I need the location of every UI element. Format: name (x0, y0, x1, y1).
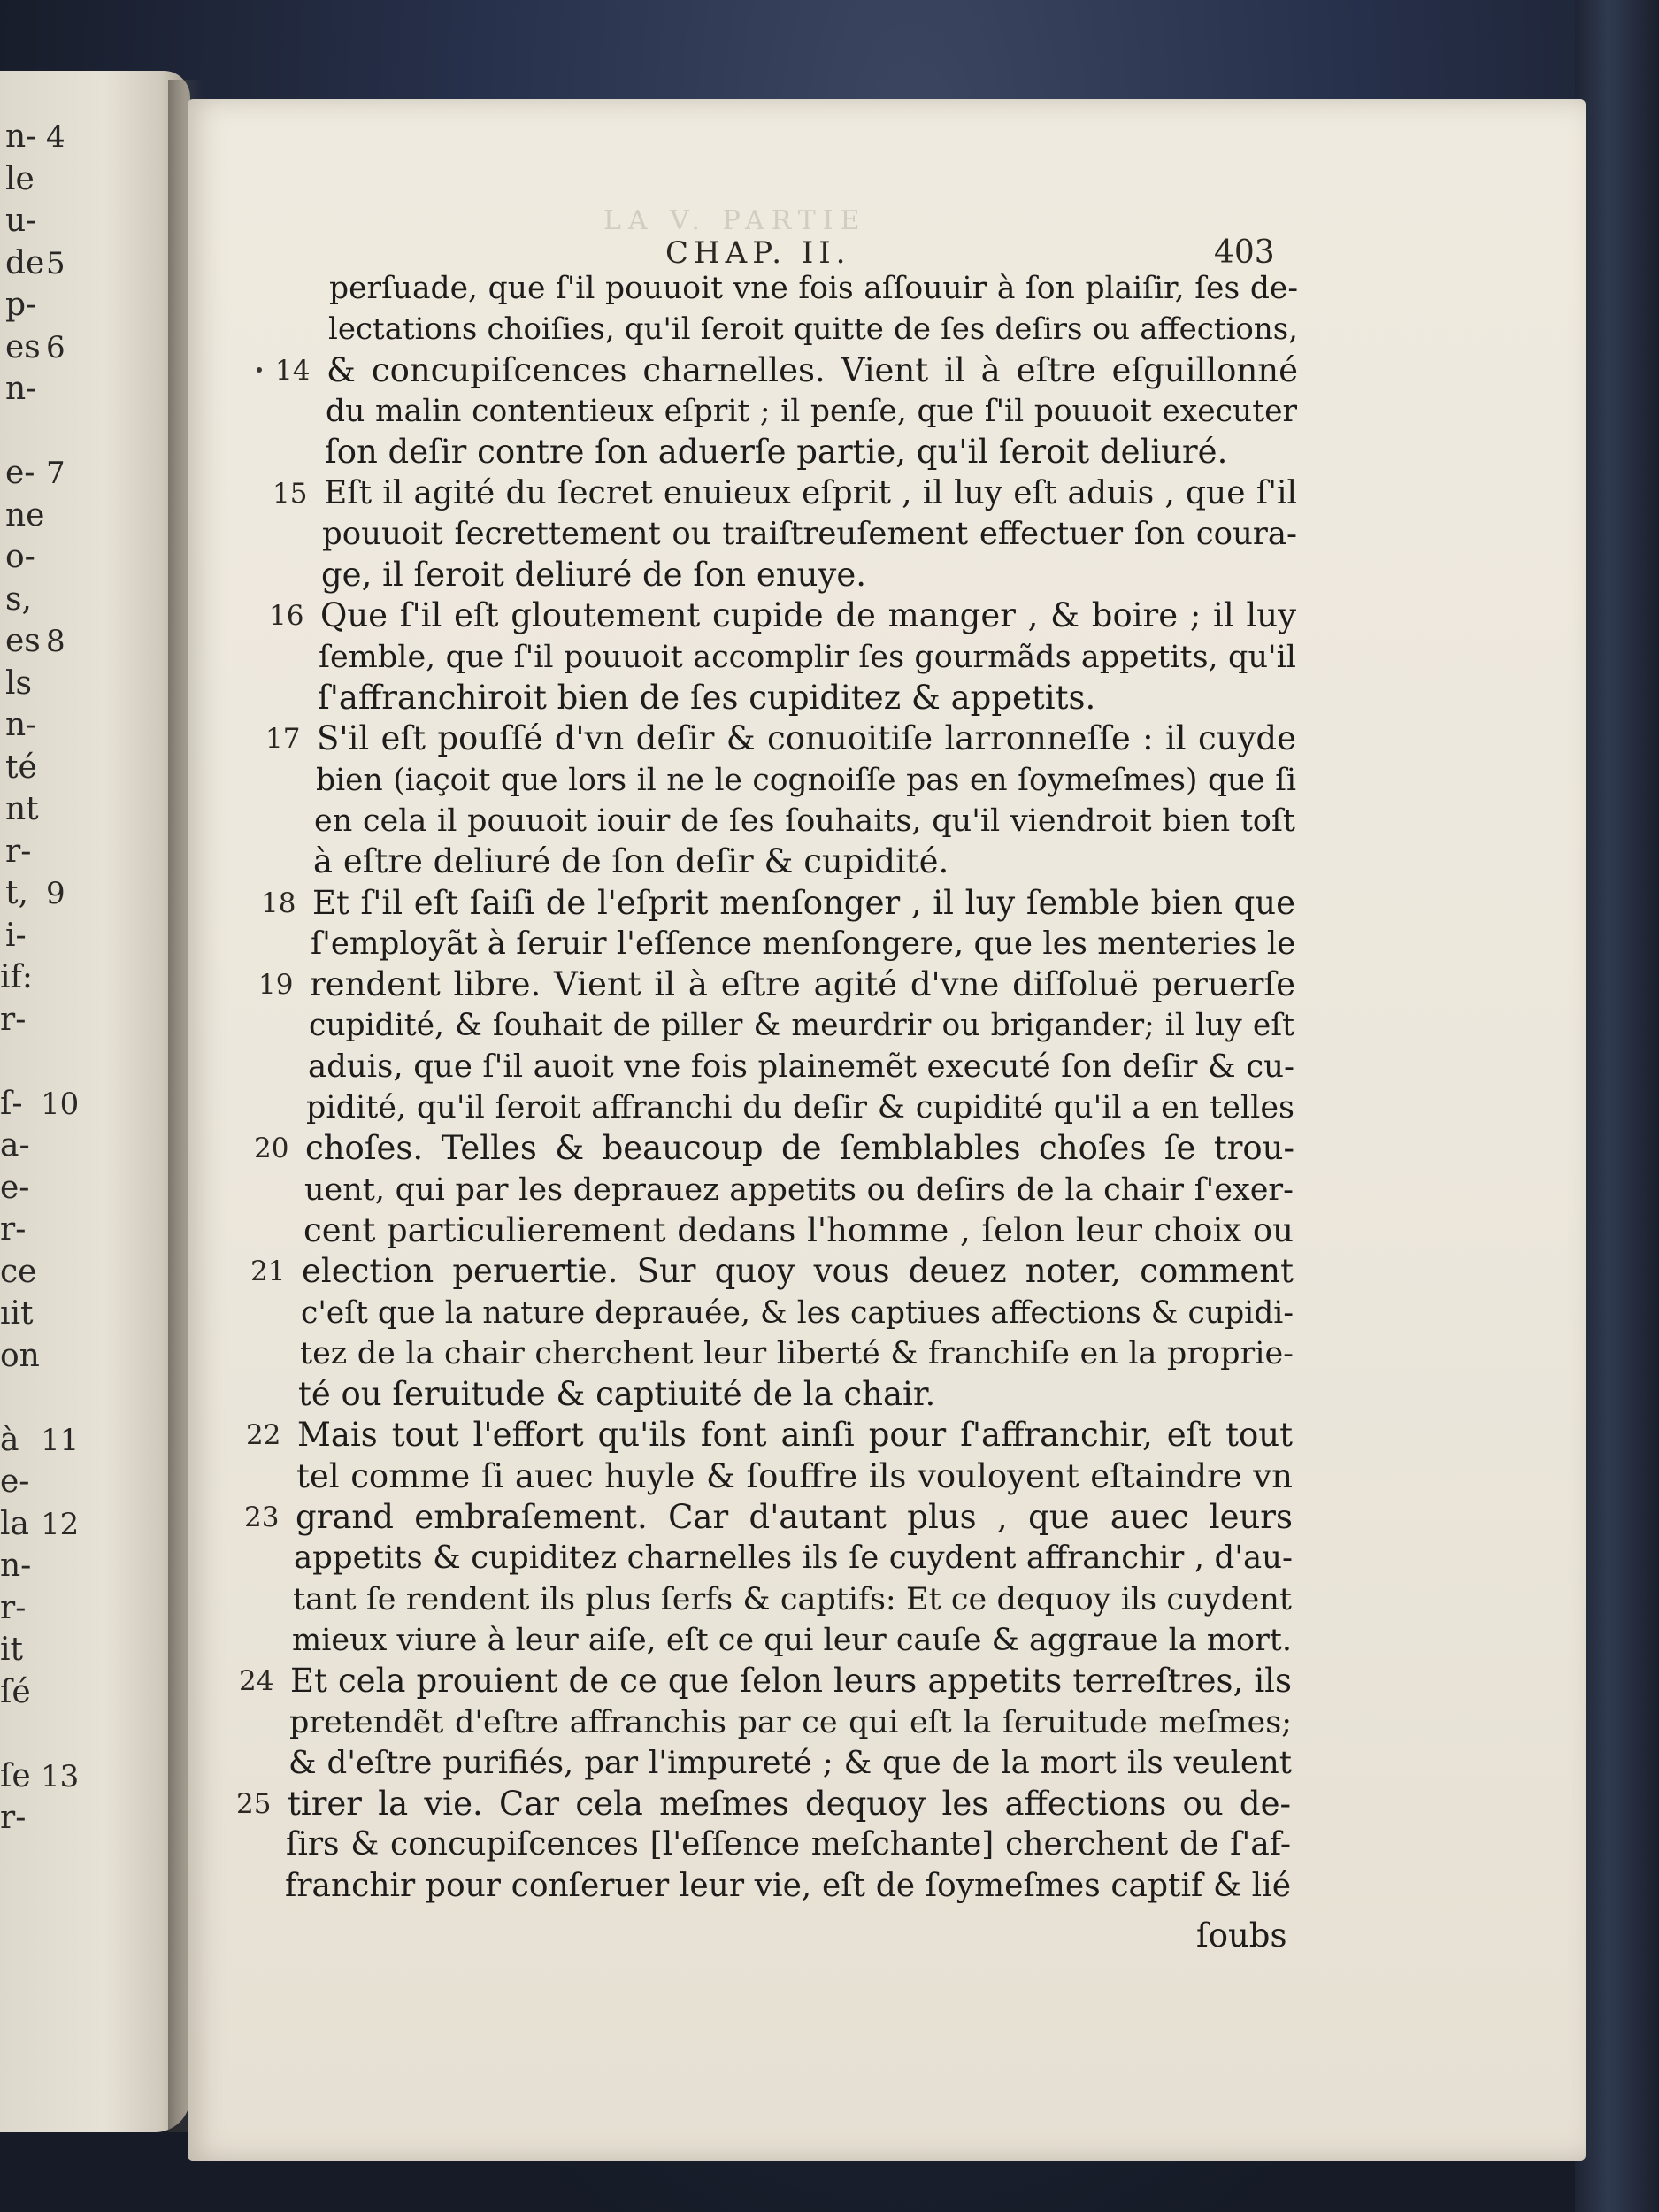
left-page-line (5, 918, 99, 954)
left-page-line (0, 1255, 94, 1290)
text-line: aduis, que ſ'il auoit vne fois plainemẽt executé ſon deſir & cu- (308, 1048, 1294, 1085)
left-line-fragment: r- (0, 1001, 27, 1038)
text-line: choſes. Telles & beaucoup de ſemblables choſes ſe trou- (305, 1129, 1294, 1168)
left-line-fragment: n- (5, 119, 37, 155)
left-page-line (0, 1801, 94, 1836)
left-page-line (5, 246, 99, 281)
left-verse-number: 10 (41, 1086, 80, 1122)
verse-number: 24 (239, 1665, 274, 1698)
text-line: tant ſe rendent ils plus ſerfs & captifs: Et ce dequoy ils cuydent (293, 1581, 1292, 1617)
left-line-fragment: ſ- (0, 1085, 23, 1122)
left-line-fragment: ſé (0, 1673, 31, 1710)
verse-number: 20 (254, 1133, 289, 1165)
verse-number: 18 (261, 887, 296, 919)
text-line: pouuoit ſecrettement ou traiſtreuſement effectuer ſon coura- (322, 515, 1297, 552)
left-page-line (5, 834, 99, 870)
left-line-fragment: n- (5, 707, 37, 743)
left-page-line (0, 1464, 94, 1500)
left-page-line (5, 708, 99, 743)
verse-number: 15 (273, 477, 308, 510)
left-verse-number: 11 (41, 1422, 80, 1458)
left-page-line (5, 876, 99, 911)
left-page-line (0, 1423, 94, 1458)
left-line-fragment: r- (0, 1589, 27, 1626)
text-line: ſ'affranchiroit bien de ſes cupiditez & appetits. (318, 679, 1096, 717)
left-page-line (5, 540, 99, 575)
text-line: lectations choiſies, qu'il ſeroit quitte de ſes deſirs ou affections, (328, 311, 1298, 348)
left-page-line (0, 1717, 94, 1752)
left-page-line (5, 372, 99, 407)
verse-number: 22 (246, 1419, 281, 1452)
left-line-fragment: nt (5, 791, 39, 827)
left-page-line (5, 162, 99, 197)
left-page-line (0, 1548, 94, 1584)
left-page-line (0, 1380, 94, 1416)
text-line: S'il eſt pouſſé d'vn deſir & conuoitiſe larronneſſe : il cuyde (317, 719, 1296, 758)
page-number: 403 (1214, 234, 1275, 271)
text-line: tel comme ſi auec huyle & ſouffre ils vouloyent eſtaindre vn (296, 1456, 1293, 1495)
left-verse-number: 13 (41, 1758, 80, 1794)
left-line-fragment: es (5, 623, 41, 659)
left-page-line (0, 1632, 94, 1668)
catchword: ſoubs (1196, 1916, 1287, 1955)
left-line-fragment: ls (5, 664, 32, 702)
right-page (188, 99, 1586, 2161)
body-text (188, 99, 1586, 2161)
left-page-line (0, 1339, 94, 1374)
text-line: té ou ſeruitude & captiuité de la chair. (298, 1375, 936, 1414)
left-line-fragment: le (5, 160, 35, 197)
left-page-line (0, 1087, 94, 1122)
left-line-fragment: u- (5, 203, 37, 239)
text-line: appetits & cupiditez charnelles ils ſe cuydent affranchir , d'au- (294, 1540, 1293, 1577)
text-line: franchir pour conſeruer leur vie, eſt de ſoymeſmes captif & lié (285, 1867, 1291, 1904)
left-line-fragment: de (5, 244, 45, 281)
left-page-line (0, 1591, 94, 1626)
left-line-fragment: ıit (0, 1295, 34, 1332)
left-page-line (5, 666, 99, 702)
left-page-line (5, 750, 99, 786)
text-line: en cela il pouuoit iouir de ſes ſouhaits, qu'il viendroit bien toſt (314, 803, 1295, 839)
left-line-fragment: a- (0, 1127, 30, 1164)
left-line-fragment: ce (0, 1253, 37, 1290)
left-line-fragment: e- (0, 1169, 30, 1206)
left-line-fragment: n- (5, 371, 37, 407)
text-line: & concupiſcences charnelles. Vient il à eſtre eſguillonné (326, 350, 1298, 389)
text-line: tez de la chair cherchent leur liberté & franchiſe en la proprie- (300, 1335, 1294, 1371)
text-line: du malin contentieux eſprit ; il penſe, que ſ'il pouuoit executer (326, 393, 1297, 429)
text-line: cupidité, & ſouhait de piller & meurdrir ou brigander; il luy eſt (309, 1008, 1294, 1044)
left-page-line (5, 119, 99, 155)
verse-number: 19 (258, 969, 294, 1002)
left-verse-number: 6 (46, 329, 65, 365)
left-page-line (0, 960, 94, 995)
left-page-edge (0, 71, 190, 2132)
text-line: Que ſ'il eſt gloutement cupide de manger , & boire ; il luy (320, 596, 1296, 635)
left-line-fragment: r- (5, 833, 32, 870)
text-line: mieux viure à leur aiſe, eſt ce qui leur cauſe & aggraue la mort. (292, 1622, 1292, 1658)
left-line-fragment: ſe (0, 1757, 31, 1794)
left-page-line (0, 1044, 94, 1079)
left-line-fragment: p- (5, 287, 37, 323)
left-line-fragment: e- (0, 1463, 30, 1500)
left-line-fragment: o- (5, 539, 35, 575)
left-line-fragment: r- (0, 1800, 27, 1836)
text-line: tirer la vie. Car cela meſmes dequoy les affections ou de- (288, 1785, 1291, 1824)
text-line: ſemble, que ſ'il pouuoit accomplir ſes gourmãds appetits, qu'il (319, 639, 1296, 675)
left-verse-number: 7 (46, 456, 65, 491)
left-line-fragment: ne (5, 496, 45, 534)
left-page-line (0, 1507, 94, 1542)
text-line: cent particulierement dedans l'homme , ſelon leur choix ou (303, 1210, 1294, 1249)
left-line-fragment: es (5, 328, 41, 365)
left-line-fragment: e- (5, 455, 35, 491)
left-line-fragment: la (0, 1505, 29, 1542)
text-line: pretendẽt d'eſtre affranchis par ce qui eſt la ſeruitude meſmes; (289, 1704, 1292, 1740)
left-verse-number: 8 (46, 624, 65, 659)
left-page-line (5, 456, 99, 491)
text-line: Et cela prouient de ce que ſelon leurs appetits terreſtres, ils (290, 1662, 1292, 1701)
left-page-line (5, 582, 99, 618)
verse-number: 21 (250, 1256, 286, 1288)
left-line-fragment: t, (5, 875, 28, 911)
text-line: ſ'employãt à ſeruir l'eſſence menſongere, que les menteries le (311, 925, 1296, 962)
verse-number: 25 (236, 1788, 272, 1821)
left-line-fragment: it (0, 1632, 23, 1668)
text-line: perſuade, que ſ'il pouuoit vne fois aſſouuir à ſon plaiſir, ſes de- (329, 271, 1298, 306)
verse-number: 16 (269, 600, 304, 633)
text-line: ſirs & concupiſcences [l'eſſence meſchante] cherchent de ſ'af- (286, 1826, 1291, 1863)
left-line-fragment: à (0, 1421, 19, 1458)
left-line-fragment: i- (5, 917, 27, 954)
text-line: pidité, qu'il ſeroit affranchi du deſir & cupidité qu'il a en telles (306, 1090, 1294, 1125)
text-line: & d'eſtre purifiés, par l'impureté ; & que de la mort ils veulent (288, 1744, 1292, 1781)
text-line: Et ſ'il eſt ſaiſi de l'eſprit menſonger , il luy ſemble bien que (312, 883, 1295, 922)
left-page-line (5, 414, 99, 449)
left-page-line (5, 288, 99, 323)
left-page-line (0, 1675, 94, 1710)
left-page-line (5, 624, 99, 659)
text-line: election peruertie. Sur quoy vous deuez noter, comment (302, 1252, 1294, 1291)
text-line: ſon deſir contre ſon aduerſe partie, qu'il ſeroit deliuré. (325, 433, 1228, 472)
left-page-line (0, 1002, 94, 1038)
text-line: c'eſt que la nature deprauée, & les captiues affections & cupidi- (301, 1294, 1294, 1331)
verse-number: 14 (275, 354, 311, 387)
left-line-fragment: if: (0, 959, 33, 995)
text-line: Eſt il agité du ſecret enuieux eſprit , il luy eſt aduis , que ſ'il (324, 474, 1297, 511)
text-line: ge, il ſeroit deliuré de ſon enuye. (321, 556, 866, 595)
left-verse-number: 4 (46, 119, 65, 155)
left-page-line (5, 330, 99, 365)
left-page-line (0, 1128, 94, 1164)
verse-number: 17 (265, 723, 301, 756)
text-line: grand embraſement. Car d'autant plus , que auec leurs (296, 1498, 1293, 1536)
left-page-line (0, 1212, 94, 1248)
text-line: uent, qui par les deprauez appetits ou deſirs de la chair ſ'exer- (304, 1171, 1294, 1208)
chapter-heading: CHAP. II. (665, 235, 851, 271)
left-line-fragment: r- (0, 1211, 27, 1248)
left-line-fragment: n- (0, 1548, 32, 1584)
cloth-fold-right (1575, 0, 1659, 2212)
bleed-through-text: LA V. PARTIE (603, 205, 867, 236)
left-page-line (0, 1759, 94, 1794)
left-verse-number: 9 (46, 876, 65, 911)
left-verse-number: 5 (46, 245, 65, 281)
left-line-fragment: s, (5, 580, 32, 618)
left-page-line (5, 204, 99, 239)
left-verse-number: 12 (41, 1506, 80, 1542)
left-page-line (5, 498, 99, 534)
left-line-fragment: té (5, 749, 37, 786)
verse-number: 23 (244, 1502, 280, 1533)
left-page-line (0, 1296, 94, 1332)
text-line: rendent libre. Vient il à eſtre agité d'vne diſſoluë peruerſe (310, 965, 1295, 1004)
left-line-fragment: on (0, 1337, 40, 1374)
text-line: Mais tout l'effort qu'ils font ainſi pour ſ'affranchir, eſt tout (297, 1416, 1293, 1455)
text-line: à eſtre deliuré de ſon deſir & cupidité. (313, 842, 949, 881)
left-page-line (0, 1171, 94, 1206)
left-page-line (5, 792, 99, 827)
text-line: bien (iaçoit que lors il ne le cognoiſſe pas en ſoymeſmes) que ſi (316, 762, 1296, 798)
